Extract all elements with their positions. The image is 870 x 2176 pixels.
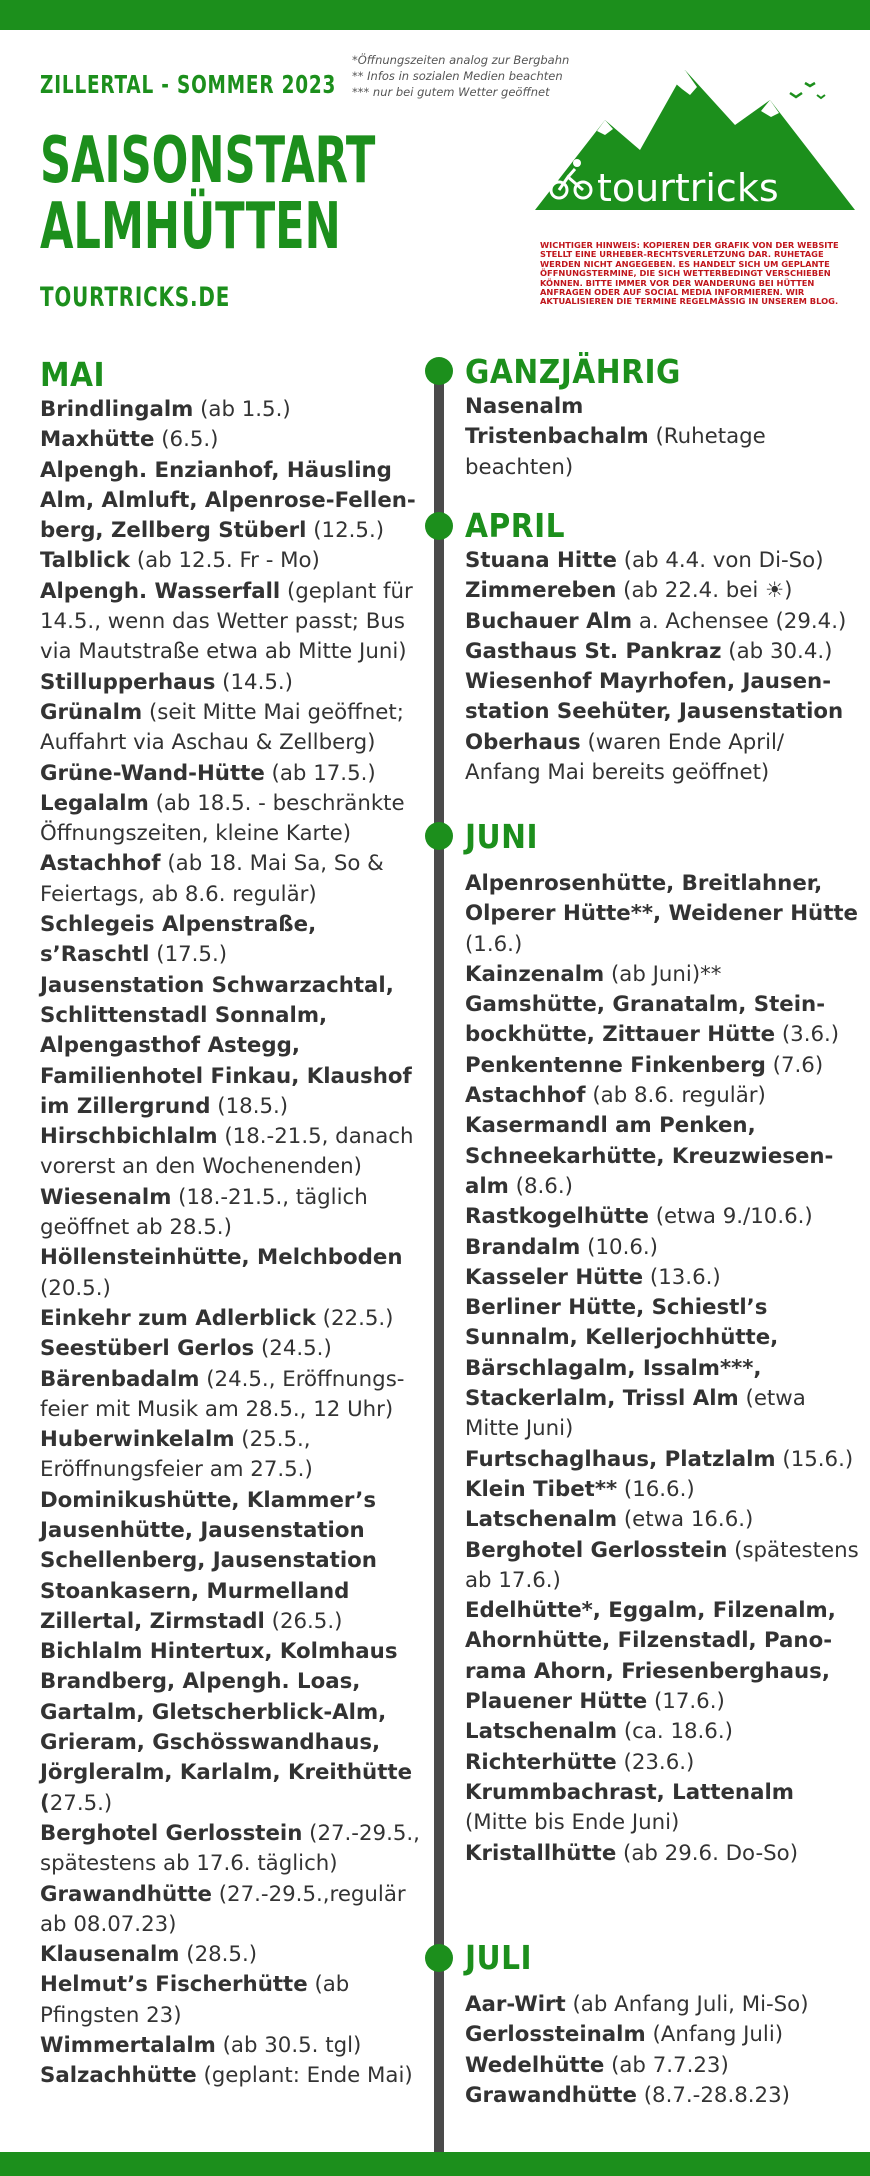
opening-date: (24.5.) — [254, 1336, 332, 1362]
hut-entry — [465, 1263, 860, 1293]
opening-date: (ab Juni)** — [604, 961, 722, 987]
opening-date: (8.7.-28.8.23) — [636, 2082, 790, 2108]
hut-name: Kristallhütte — [465, 1840, 617, 1866]
hut-entry — [465, 1536, 860, 1597]
hut-name: Brandalm — [465, 1234, 581, 1260]
opening-date: (27.-29.5.,regulär ab 08.07.23) — [40, 1881, 406, 1937]
hut-entry — [465, 1505, 860, 1535]
opening-date: (20.5.) — [40, 1275, 111, 1301]
hut-entry — [40, 577, 430, 668]
opening-date: (spätestens ab 17.6.) — [465, 1537, 859, 1593]
hut-entry — [465, 607, 860, 637]
hut-entry — [40, 1486, 430, 1637]
hut-entry — [40, 1122, 430, 1183]
opening-date: (25.5., Eröffnungsfeier am 27.5.) — [40, 1427, 313, 1483]
hut-entry — [40, 546, 430, 576]
entry-list — [465, 869, 860, 1869]
opening-date: (geplant für 14.5., wenn das Wetter passt; Bus via Mautstraße etwa ab Mitte Juni) — [40, 578, 413, 665]
hut-name: Huberwinkelalm — [40, 1427, 235, 1453]
opening-date: (ab Anfang Juli, Mi-So) — [565, 1992, 809, 2017]
hut-entry — [465, 1717, 860, 1747]
opening-date: (ab 17.5.) — [264, 760, 376, 786]
hut-entry — [40, 759, 430, 789]
opening-date: (28.5.) — [179, 1942, 258, 1968]
section-ganzjaehrig — [465, 352, 860, 483]
hut-name: Aar-Wirt — [465, 1992, 566, 2017]
entry-list — [465, 546, 860, 788]
hut-entry — [465, 960, 860, 990]
section-mai — [40, 355, 430, 2092]
hut-entry — [465, 1233, 860, 1263]
opening-date: (6.5.) — [154, 427, 219, 453]
opening-date: 27.5.) — [49, 1790, 113, 1816]
hut-entry — [40, 789, 430, 850]
hut-name: Jausenstation Schwarzachtal, Schlittenstadl Sonnalm, Alpengasthof Astegg, Familienhotel Finkau, Klaushof im Zillergrund — [40, 972, 412, 1119]
opening-date: (ab 4.4. von Di-So) — [616, 548, 824, 573]
opening-date: (15.6.) — [775, 1446, 854, 1472]
hut-entry — [465, 392, 860, 422]
hut-entry — [465, 1475, 860, 1505]
opening-date: (ab Pfingsten 23) — [40, 1972, 350, 2028]
logo-text: tourtricks — [597, 166, 779, 210]
section-title: JULI — [465, 1938, 533, 1977]
hut-entry — [465, 1839, 860, 1869]
hut-name: Grawandhütte — [465, 2082, 637, 2108]
hut-entry — [40, 1940, 430, 1970]
hut-name: Brindlingalm — [40, 397, 194, 422]
opening-date: (etwa 16.6.) — [617, 1507, 754, 1533]
hut-name: Krummbachrast, Lattenalm — [465, 1779, 794, 1805]
hut-name: Helmut’s Fischerhütte — [40, 1972, 308, 1998]
opening-date: (1.6.) — [465, 931, 523, 957]
opening-date: (ab 1.5.) — [193, 397, 291, 422]
hut-name: Berliner Hütte, Schiestl’s Sunnalm, Kellerjochhütte, Bärschlagalm, Issalm***, Stackerlalm, Trissl Alm — [465, 1295, 779, 1412]
opening-date: (waren Ende April/ Anfang Mai bereits geöffnet) — [465, 729, 785, 786]
entry-list — [465, 1990, 860, 2111]
hut-entry — [40, 1637, 430, 1819]
hut-name: Seestüberl Gerlos — [40, 1336, 255, 1362]
hut-name: Zimmereben — [465, 578, 617, 604]
hut-name: Nasenalm — [465, 394, 584, 419]
hut-name: Latschenalm — [465, 1507, 618, 1533]
top-bar — [0, 0, 870, 30]
hut-name: Dominikushütte, Klammer’s Jausenhütte, Jausenstation Schellenberg, Jausenstation Stoankasern, Murmelland Zillertal, Zirmstadl — [40, 1487, 377, 1634]
opening-date: (18.-21.5., täglich geöffnet ab 28.5.) — [40, 1184, 368, 1241]
opening-date: (etwa 9./10.6.) — [648, 1204, 813, 1230]
section-title: JUNI — [465, 817, 539, 856]
hut-entry — [465, 1111, 860, 1202]
hut-name: Höllensteinhütte, Melchboden — [40, 1245, 403, 1271]
opening-date: (Ruhetage beachten) — [465, 424, 766, 480]
footnote-2: ** Infos in sozialen Medien beachten — [352, 69, 563, 83]
hut-name: Astachhof — [465, 1083, 586, 1109]
copyright-warning: WICHTIGER HINWEIS: KOPIEREN DER GRAFIK VON DER WEBSITE STELLT EINE URHEBER-RECHTSVERLETZUNG DAR. RUHETAGE WERDEN NICHT ANGEGEBEN. ES HANDELT SICH UM GEPLANTE ÖFFNUNGSTERMINE, DIE SICH WETTERBEDINGT VERSCHIEBEN KÖNNEN. BITTE IMMER VOR DER WANDERUNG BEI HÜTTEN ANFRAGEN ODER AUF SOCIAL MEDIA INFORMIEREN. WIR AKTUALISIEREN DIE TERMINE REGELMÄSSIG IN UNSEREM BLOG. — [540, 240, 839, 307]
hut-name: Kasseler Hütte — [465, 1264, 644, 1290]
hut-entry — [465, 667, 860, 788]
hut-name: Maxhütte — [40, 427, 155, 453]
hut-entry — [40, 2031, 430, 2061]
hut-name: Stuana Hitte — [465, 548, 617, 573]
site-name: TOURTRICKS.DE — [40, 282, 231, 313]
opening-date: (22.5.) — [315, 1305, 394, 1331]
opening-date: (24.5., Eröffnungs-feier mit Musik am 28.5., 12 Uhr) — [40, 1366, 405, 1422]
hut-name: Berghotel Gerlosstein — [465, 1537, 728, 1563]
hut-name: Buchauer Alm — [465, 608, 633, 634]
hut-entry — [40, 1425, 430, 1486]
hut-name: Alpenrosenhütte, Breitlahner, Olperer Hütte**, Weidener Hütte — [465, 871, 859, 927]
opening-date: (23.6.) — [616, 1749, 695, 1775]
hut-entry — [40, 1819, 430, 1880]
hut-name: Klausenalm — [40, 1942, 180, 1968]
hut-entry — [465, 422, 860, 483]
opening-date: (Anfang Juli) — [645, 2022, 784, 2048]
hut-name: Grünalm — [40, 699, 143, 725]
hut-name: Astachhof — [40, 851, 161, 877]
opening-date: (ab 30.4.) — [721, 638, 833, 664]
opening-date: (16.6.) — [617, 1476, 695, 1502]
hut-entry — [40, 425, 430, 455]
opening-date: (geplant: Ende Mai) — [196, 2063, 413, 2089]
hut-entry — [465, 2081, 860, 2111]
hut-entry — [465, 2020, 860, 2050]
hut-name: Bichlalm Hintertux, Kolmhaus Brandberg, Alpengh. Loas, Gartalm, Gletscherblick-Alm, Grieram, Gschösswandhaus, Jörgleralm, Karlalm, Kreithütte ( — [40, 1639, 413, 1816]
hut-name: Salzachhütte — [40, 2063, 197, 2089]
hut-entry — [465, 1990, 860, 2020]
hut-entry — [40, 2061, 430, 2091]
hut-entry — [40, 849, 430, 910]
region-heading: ZILLERTAL - SOMMER 2023 — [40, 70, 337, 99]
opening-date: (13.6.) — [643, 1264, 721, 1290]
opening-date: (18.-21.5, danach vorerst an den Wochenenden) — [40, 1124, 414, 1180]
hut-entry — [465, 1748, 860, 1778]
hut-entry — [465, 1081, 860, 1111]
hut-entry — [40, 698, 430, 759]
opening-date: (17.5.) — [149, 942, 228, 968]
footnote-3: *** nur bei gutem Wetter geöffnet — [352, 85, 550, 99]
bottom-bar — [0, 2152, 870, 2176]
hut-name: Rastkogelhütte — [465, 1204, 649, 1230]
hut-entry — [40, 1183, 430, 1244]
opening-date: (27.-29.5., spätestens ab 17.6. täglich) — [40, 1820, 420, 1877]
section-title: APRIL — [465, 506, 566, 545]
hut-entry — [40, 395, 430, 425]
hut-name: Wiesenalm — [40, 1184, 172, 1210]
hut-entry — [465, 576, 860, 606]
hut-entry — [465, 1051, 860, 1081]
hut-entry — [40, 1304, 430, 1334]
hut-name: Wedelhütte — [465, 2052, 605, 2078]
hut-name: Wimmertalalm — [40, 2033, 216, 2059]
timeline-line — [434, 365, 444, 2155]
hut-entry — [465, 637, 860, 667]
hut-entry — [40, 1970, 430, 2031]
hut-name: Gamshütte, Granatalm, Stein-bockhütte, Zittauer Hütte — [465, 992, 826, 1048]
opening-date: (seit Mitte Mai geöffnet; Auffahrt via Aschau & Zellberg) — [40, 699, 404, 756]
hut-entry — [465, 1778, 860, 1839]
hut-name: Stillupperhaus — [40, 669, 216, 695]
opening-date: (ab 12.5. Fr - Mo) — [130, 548, 320, 574]
hut-name: Gerlossteinalm — [465, 2022, 646, 2048]
hut-entry — [40, 971, 430, 1122]
opening-date: (10.6.) — [580, 1234, 658, 1260]
opening-date: (26.5.) — [264, 1608, 343, 1634]
entry-list — [40, 395, 430, 2092]
hut-name: Penkentenne Finkenberg — [465, 1052, 766, 1078]
hut-entry — [465, 546, 860, 576]
hut-name: Alpengh. Wasserfall — [40, 578, 281, 604]
hut-name: Legalalm — [40, 790, 149, 816]
opening-date: (17.6.) — [647, 1689, 725, 1715]
hut-entry — [465, 1445, 860, 1475]
opening-date: (ab 8.6. regulär) — [585, 1083, 766, 1109]
opening-date: (ab 18. Mai Sa, So & Feiertags, ab 8.6. regulär) — [40, 851, 384, 907]
hut-name: Richterhütte — [465, 1749, 617, 1775]
opening-date: (3.6.) — [775, 1022, 840, 1048]
page-title — [40, 124, 376, 264]
title-line-1: SAISONSTART — [40, 124, 376, 198]
section-juni — [465, 817, 860, 1869]
entry-list — [465, 392, 860, 483]
hut-entry — [465, 1293, 860, 1444]
opening-date: (12.5.) — [306, 518, 385, 544]
hut-name: Berghotel Gerlosstein — [40, 1820, 303, 1846]
section-april — [465, 506, 860, 788]
hut-entry — [40, 910, 430, 971]
section-title: MAI — [40, 355, 106, 394]
hut-entry — [40, 668, 430, 698]
hut-name: Grawandhütte — [40, 1881, 212, 1907]
hut-entry — [465, 1202, 860, 1232]
hut-entry — [40, 456, 430, 547]
opening-date: (ab 18.5. - beschränkte Öffnungszeiten, kleine Karte) — [40, 790, 405, 847]
hut-entry — [465, 990, 860, 1051]
section-juli — [465, 1938, 860, 2111]
hut-entry — [40, 1334, 430, 1364]
opening-date: (ab 29.6. Do-So) — [616, 1840, 799, 1866]
opening-date: (8.6.) — [508, 1173, 573, 1199]
hut-entry — [40, 1880, 430, 1941]
opening-date: (etwa Mitte Juni) — [465, 1386, 806, 1442]
hut-name: Tristenbachalm — [465, 424, 649, 450]
section-title: GANZJÄHRIG — [465, 352, 681, 391]
opening-date: (ab 22.4. bei ☀) — [616, 578, 793, 604]
hut-entry — [40, 1365, 430, 1426]
opening-date: (ab 7.7.23) — [604, 2052, 729, 2078]
hut-name: Latschenalm — [465, 1719, 618, 1745]
hut-entry — [465, 1596, 860, 1717]
hut-name: Kainzenalm — [465, 961, 605, 987]
hut-entry — [465, 869, 860, 960]
hut-name: Klein Tibet** — [465, 1476, 618, 1502]
hut-name: Wiesenhof Mayrhofen, Jausen-station Seehüter, Jausenstation Oberhaus — [465, 669, 844, 755]
hut-name: Gasthaus St. Pankraz — [465, 638, 722, 664]
opening-date: (Mitte bis Ende Juni) — [465, 1810, 680, 1836]
hut-name: Schlegeis Alpenstraße, s’Raschtl — [40, 912, 317, 968]
hut-name: Alpengh. Enzianhof, Häusling Alm, Almluft, Alpenrose-Fellen-berg, Zellberg Stüberl — [40, 457, 416, 544]
hut-name: Furtschaglhaus, Platzlalm — [465, 1446, 776, 1472]
hut-name: Einkehr zum Adlerblick — [40, 1305, 316, 1331]
hut-entry — [40, 1243, 430, 1304]
hut-name: Kasermandl am Penken, Schneekarhütte, Kreuzwiesen-alm — [465, 1113, 834, 1199]
opening-date: (ab 30.5. tgl) — [215, 2033, 362, 2059]
hut-name: Grüne-Wand-Hütte — [40, 760, 265, 786]
footnote-1: *Öffnungszeiten analog zur Bergbahn — [352, 53, 570, 67]
opening-date: (7.6) — [765, 1052, 824, 1078]
hut-name: Talblick — [40, 548, 131, 574]
hut-name: Edelhütte*, Eggalm, Filzenalm, Ahornhütte, Filzenstadl, Pano-rama Ahorn, Friesenberghaus, Plauener Hütte — [465, 1598, 836, 1715]
tourtricks-logo — [535, 65, 855, 215]
opening-date: a. Achensee (29.4.) — [632, 608, 847, 634]
hut-name: Bärenbadalm — [40, 1366, 200, 1392]
title-line-2: ALMHÜTTEN — [40, 190, 341, 264]
opening-date: (14.5.) — [215, 669, 293, 695]
hut-entry — [465, 2051, 860, 2081]
opening-date: (18.5.) — [210, 1093, 289, 1119]
hut-name: Hirschbichlalm — [40, 1124, 218, 1150]
opening-date: (ca. 18.6.) — [617, 1719, 733, 1745]
